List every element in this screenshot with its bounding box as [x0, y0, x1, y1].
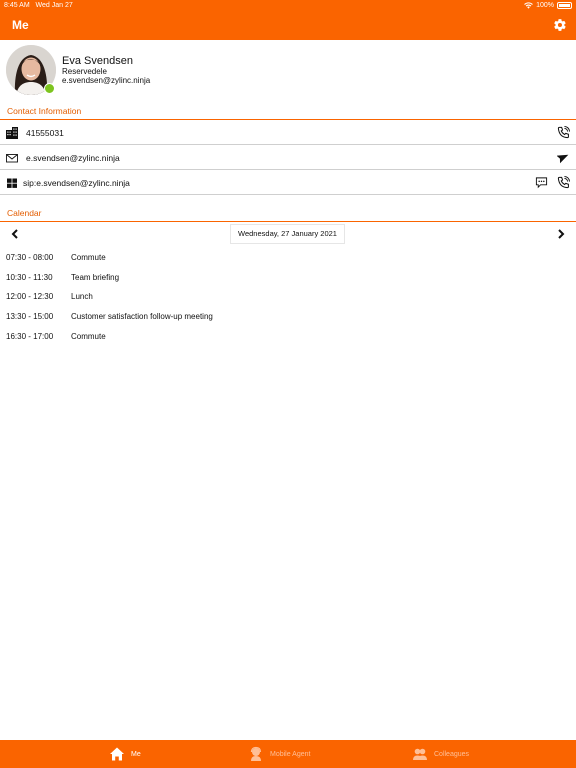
chevron-left-icon[interactable] [10, 228, 20, 240]
profile-name: Eva Svendsen [62, 55, 133, 67]
event-time: 16:30 - 17:00 [6, 332, 54, 341]
battery-icon [557, 2, 572, 9]
calendar-section-header [0, 203, 576, 222]
chevron-right-icon[interactable] [556, 228, 566, 240]
event-time: 10:30 - 11:30 [6, 273, 53, 282]
contact-section-header [0, 101, 576, 120]
tab-mobile-agent-label: Mobile Agent [270, 750, 311, 758]
contact-row-phone[interactable] [0, 120, 576, 145]
page-title: Me [12, 18, 29, 32]
calendar-event[interactable] [0, 250, 576, 266]
status-indicators [524, 2, 572, 9]
email-address: e.svendsen@zylinc.ninja [26, 153, 120, 163]
contact-row-email[interactable] [0, 145, 576, 170]
phone-call-icon[interactable] [557, 176, 570, 189]
calendar-date[interactable]: Wednesday, 27 January 2021 [230, 224, 345, 244]
calendar-section-title: Calendar [7, 208, 42, 218]
building-icon [6, 127, 18, 139]
tab-me-label: Me [131, 750, 141, 758]
chat-icon[interactable] [535, 176, 548, 189]
sip-address: sip:e.svendsen@zylinc.ninja [23, 178, 130, 188]
colleagues-icon [412, 746, 428, 762]
status-time [4, 2, 73, 9]
envelope-icon [6, 152, 18, 164]
calendar-event[interactable] [0, 289, 576, 305]
contact-row-sip[interactable] [0, 170, 576, 195]
profile-email: e.svendsen@zylinc.ninja [62, 76, 151, 85]
event-time: 12:00 - 12:30 [6, 292, 54, 301]
calendar-event[interactable] [0, 309, 576, 325]
top-bar [0, 0, 576, 40]
event-title: Team briefing [71, 273, 120, 282]
contact-section-title: Contact Information [7, 106, 82, 116]
calendar-navigation [0, 222, 576, 246]
calendar-event[interactable] [0, 270, 576, 286]
tab-bar [0, 740, 576, 768]
tab-mobile-agent[interactable] [248, 744, 310, 764]
status-clock: 8:45 AM [4, 2, 30, 9]
profile-card [0, 40, 576, 102]
home-icon [109, 746, 125, 762]
event-title: Commute [71, 332, 106, 341]
agent-icon [248, 746, 264, 762]
phone-call-icon[interactable] [557, 126, 570, 139]
tab-colleagues-label: Colleagues [434, 750, 470, 758]
event-time: 13:30 - 15:00 [6, 312, 54, 321]
event-title: Customer satisfaction follow-up meeting [71, 312, 213, 321]
event-title: Lunch [71, 292, 93, 301]
tab-me[interactable] [109, 744, 141, 764]
calendar-event[interactable] [0, 329, 576, 345]
tab-colleagues[interactable] [412, 744, 469, 764]
profile-department: Reservedele [62, 67, 107, 76]
send-icon[interactable] [557, 151, 570, 164]
battery-percent: 100% [536, 2, 554, 9]
event-title: Commute [71, 253, 106, 262]
phone-number: 41555031 [26, 128, 64, 138]
windows-icon [6, 177, 18, 189]
status-date: Wed Jan 27 [35, 2, 73, 9]
gear-icon[interactable] [553, 18, 567, 32]
wifi-icon [524, 2, 533, 9]
event-time: 07:30 - 08:00 [6, 253, 54, 262]
presence-indicator [44, 83, 55, 94]
